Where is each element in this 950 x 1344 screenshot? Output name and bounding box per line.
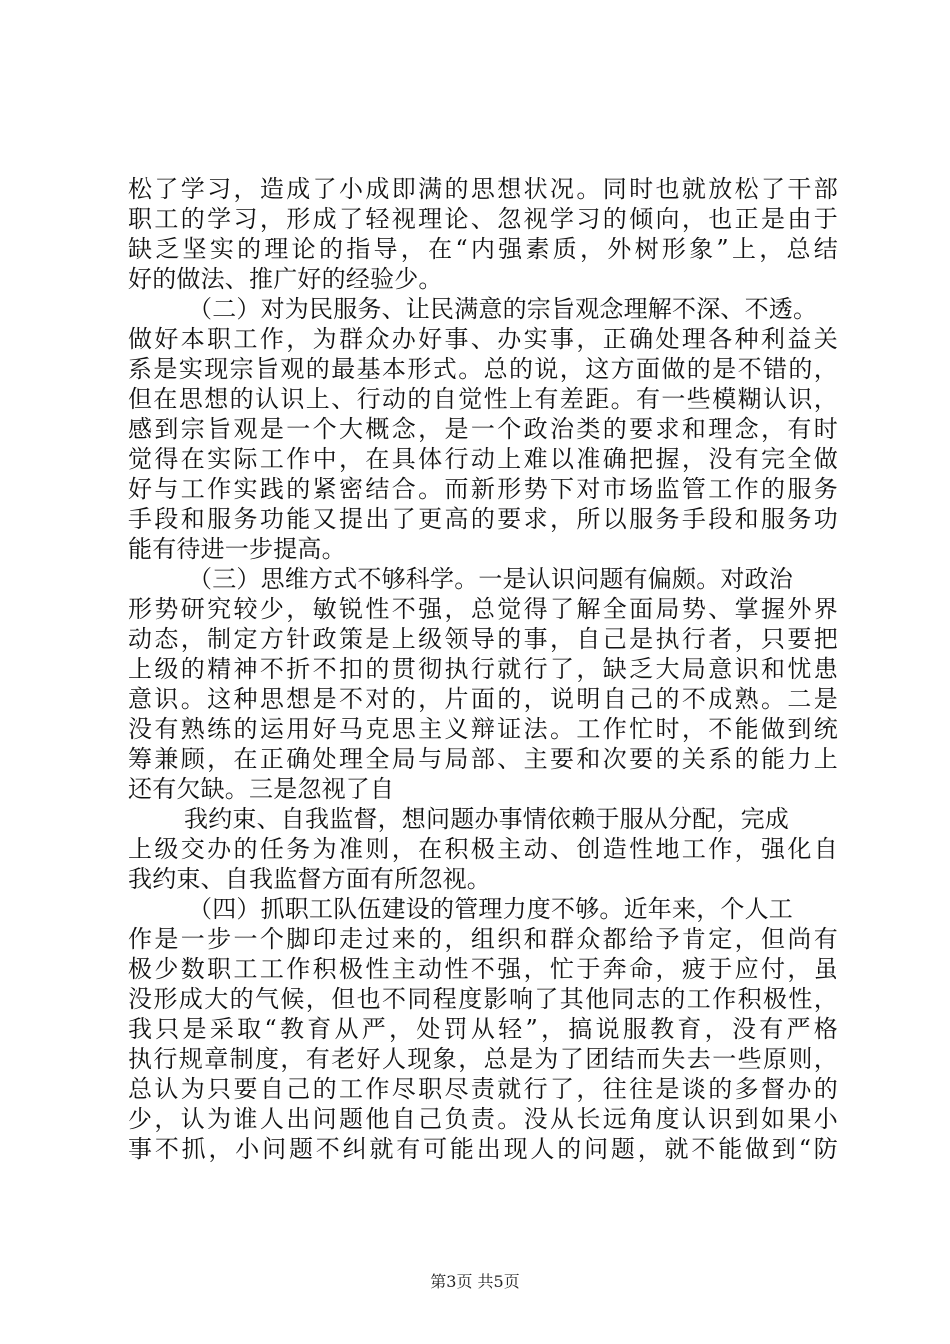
paragraph-line: 松了学习，造成了小成即满的思想状况。同时也就放松了干部: [128, 175, 838, 203]
document-body: [128, 174, 838, 1164]
paragraph-line: （三）思维方式不够科学。一是认识问题有偏颇。对政治: [188, 565, 793, 593]
paragraph-line: 没有熟练的运用好马克思主义辩证法。工作忙时，不能做到统: [128, 715, 838, 743]
paragraph-line: 我约束、自我监督方面有所忽视。: [128, 865, 491, 893]
paragraph-line: （四）抓职工队伍建设的管理力度不够。近年来，个人工: [188, 895, 793, 923]
paragraph-line: 但在思想的认识上、行动的自觉性上有差距。有一些模糊认识，: [128, 385, 838, 413]
paragraph-line: 意识。这种思想是不对的，片面的，说明自己的不成熟。二是: [128, 685, 838, 713]
paragraph-line: 感到宗旨观是一个大概念，是一个政治类的要求和理念，有时: [128, 415, 838, 443]
paragraph-line: 好与工作实践的紧密结合。而新形势下对市场监管工作的服务: [128, 475, 838, 503]
paragraph-line: 事不抓，小问题不纠就有可能出现人的问题，就不能做到“防: [128, 1135, 838, 1163]
paragraph-line: 我约束、自我监督，想问题办事情依赖于服从分配，完成: [184, 805, 789, 833]
paragraph-line: 能有待进一步提高。: [128, 535, 346, 563]
paragraph-line: 系是实现宗旨观的最基本形式。总的说，这方面做的是不错的，: [128, 355, 838, 383]
paragraph-line: 执行规章制度，有老好人现象，总是为了团结而失去一些原则，: [128, 1045, 838, 1073]
paragraph-line: 形势研究较少，敏锐性不强，总觉得了解全面局势、掌握外界: [128, 595, 838, 623]
paragraph-line: 觉得在实际工作中，在具体行动上难以准确把握，没有完全做: [128, 445, 838, 473]
paragraph-line: 作是一步一个脚印走过来的，组织和群众都给予肯定，但尚有: [128, 925, 838, 953]
paragraph-line: 上级交办的任务为准则，在积极主动、创造性地工作，强化自: [128, 835, 838, 863]
paragraph-line: 总认为只要自己的工作尽职尽责就行了，往往是谈的多督办的: [128, 1075, 838, 1103]
paragraph-line: 好的做法、推广好的经验少。: [128, 265, 443, 293]
paragraph-line: 筹兼顾，在正确处理全局与局部、主要和次要的关系的能力上: [128, 745, 838, 773]
paragraph-line: 手段和服务功能又提出了更高的要求，所以服务手段和服务功: [128, 505, 838, 533]
paragraph-line: 上级的精神不折不扣的贯彻执行就行了，缺乏大局意识和忧患: [128, 655, 838, 683]
paragraph-line: 职工的学习，形成了轻视理论、忽视学习的倾向，也正是由于: [128, 205, 838, 233]
paragraph-line: 还有欠缺。三是忽视了自: [128, 775, 395, 803]
paragraph-line: （二）对为民服务、让民满意的宗旨观念理解不深、不透。: [188, 295, 818, 323]
paragraph-line: 没形成大的气候，但也不同程度影响了其他同志的工作积极性，: [128, 985, 838, 1013]
paragraph-line: 极少数职工工作积极性主动性不强，忙于奔命，疲于应付，虽: [128, 955, 838, 983]
paragraph-line: 我只是采取“教育从严，处罚从轻”，搞说服教育，没有严格: [128, 1015, 838, 1043]
paragraph-line: 动态，制定方针政策是上级领导的事，自己是执行者，只要把: [128, 625, 838, 653]
paragraph-line: 缺乏坚实的理论的指导，在“内强素质，外树形象”上，总结: [128, 235, 838, 263]
paragraph-line: 少，认为谁人出问题他自己负责。没从长远角度认识到如果小: [128, 1105, 838, 1133]
page-number-footer: 第3页 共5页: [430, 1272, 520, 1291]
paragraph-line: 做好本职工作，为群众办好事、办实事，正确处理各种利益关: [128, 325, 838, 353]
